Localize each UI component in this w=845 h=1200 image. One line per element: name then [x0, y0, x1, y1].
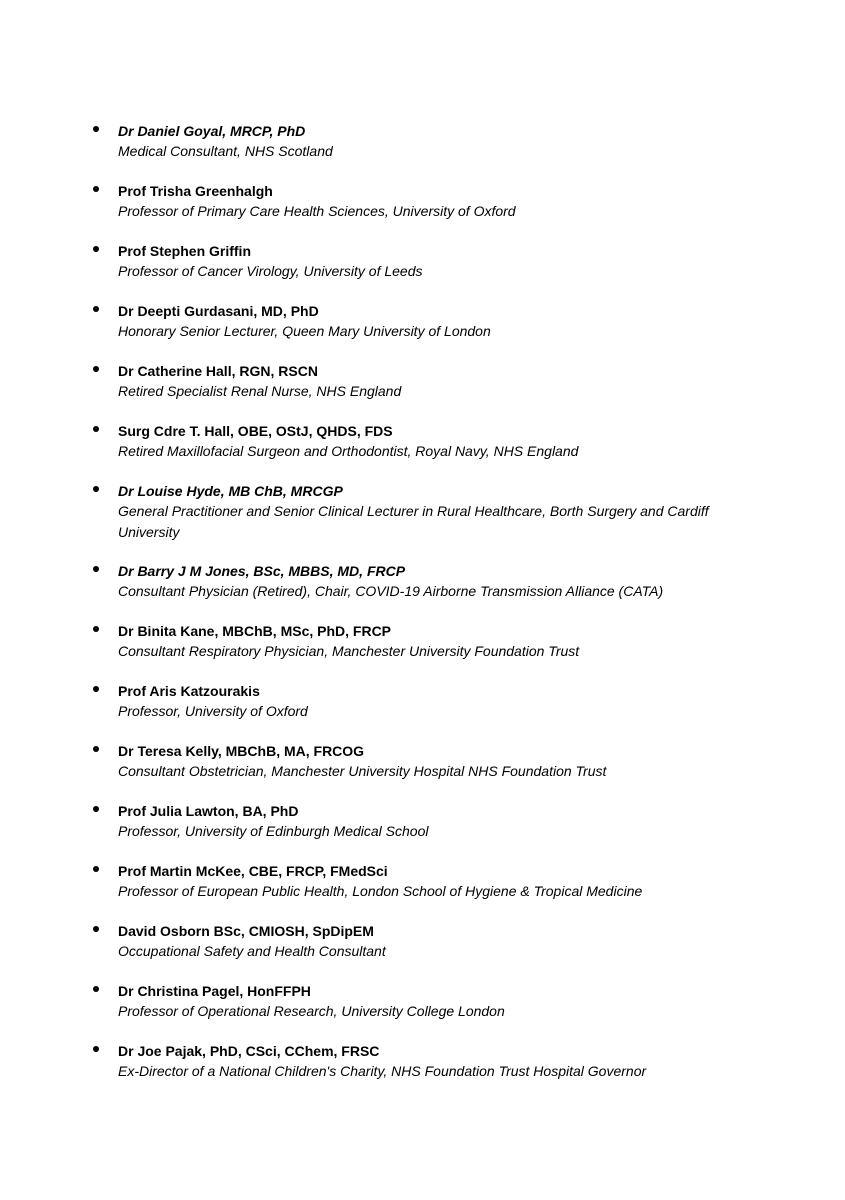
bullet-icon — [93, 986, 99, 992]
signatory-name: Surg Cdre T. Hall, OBE, OStJ, QHDS, FDS — [118, 423, 393, 439]
bullet-icon — [93, 626, 99, 632]
signatory-name: Prof Julia Lawton, BA, PhD — [118, 803, 299, 819]
signatory-item — [0, 921, 845, 981]
signatory-role: Professor, University of Oxford — [118, 703, 308, 719]
signatory-name: Dr Louise Hyde, MB ChB, MRCGP — [118, 483, 343, 499]
signatory-item — [0, 301, 845, 361]
signatory-item — [0, 861, 845, 921]
bullet-icon — [93, 126, 99, 132]
bullet-icon — [93, 306, 99, 312]
signatory-item — [0, 421, 845, 481]
signatory-item — [0, 481, 845, 561]
signatory-role: Consultant Physician (Retired), Chair, COVID-19 Airborne Transmission Alliance (CATA) — [118, 583, 664, 599]
signatory-item — [0, 121, 845, 181]
bullet-icon — [93, 246, 99, 252]
signatory-name: Prof Trisha Greenhalgh — [118, 183, 273, 199]
bullet-icon — [93, 1046, 99, 1052]
signatory-item — [0, 681, 845, 741]
signatory-role: Consultant Obstetrician, Manchester University Hospital NHS Foundation Trust — [118, 763, 607, 779]
signatory-role: Medical Consultant, NHS Scotland — [118, 143, 333, 159]
signatory-item — [0, 361, 845, 421]
bullet-icon — [93, 806, 99, 812]
signatory-role: Occupational Safety and Health Consultant — [118, 943, 386, 959]
signatory-name: Prof Martin McKee, CBE, FRCP, FMedSci — [118, 863, 388, 879]
signatory-item — [0, 241, 845, 301]
signatory-role: Ex-Director of a National Children's Charity, NHS Foundation Trust Hospital Governor — [118, 1063, 647, 1079]
bullet-icon — [93, 566, 99, 572]
signatory-name: Dr Joe Pajak, PhD, CSci, CChem, FRSC — [118, 1043, 380, 1059]
signatory-item — [0, 741, 845, 801]
signatory-name: Prof Aris Katzourakis — [118, 683, 260, 699]
signatory-name: Dr Daniel Goyal, MRCP, PhD — [118, 123, 306, 139]
signatory-item — [0, 801, 845, 861]
signatory-name: Dr Barry J M Jones, BSc, MBBS, MD, FRCP — [118, 563, 406, 579]
signatory-role: Retired Maxillofacial Surgeon and Orthodontist, Royal Navy, NHS England — [118, 443, 579, 459]
signatory-item — [0, 981, 845, 1041]
signatory-name: Dr Teresa Kelly, MBChB, MA, FRCOG — [118, 743, 365, 759]
signatory-name: Dr Deepti Gurdasani, MD, PhD — [118, 303, 319, 319]
bullet-icon — [93, 486, 99, 492]
bullet-icon — [93, 366, 99, 372]
signatory-role: Professor of Cancer Virology, University of Leeds — [118, 263, 423, 279]
bullet-icon — [93, 186, 99, 192]
bullet-icon — [93, 746, 99, 752]
signatory-name: Dr Catherine Hall, RGN, RSCN — [118, 363, 318, 379]
bullet-icon — [93, 926, 99, 932]
signatory-name: Dr Binita Kane, MBChB, MSc, PhD, FRCP — [118, 623, 392, 639]
signatory-role: Professor of European Public Health, London School of Hygiene & Tropical Medicine — [118, 883, 643, 899]
signatory-name: Dr Christina Pagel, HonFFPH — [118, 983, 311, 999]
bullet-icon — [93, 426, 99, 432]
signatory-item — [0, 1041, 845, 1101]
signatory-item — [0, 621, 845, 681]
bullet-icon — [93, 686, 99, 692]
signatory-item — [0, 181, 845, 241]
signatory-item — [0, 561, 845, 621]
signatory-role: Professor of Primary Care Health Sciences, University of Oxford — [118, 203, 516, 219]
bullet-icon — [93, 866, 99, 872]
signatory-role: Professor, University of Edinburgh Medical School — [118, 823, 429, 839]
signatory-role: Consultant Respiratory Physician, Manchester University Foundation Trust — [118, 643, 580, 659]
signatory-role: Professor of Operational Research, University College London — [118, 1003, 505, 1019]
signatory-role: General Practitioner and Senior Clinical Lecturer in Rural Healthcare, Borth Surgery and Cardiff University — [118, 503, 709, 540]
signatory-role: Honorary Senior Lecturer, Queen Mary University of London — [118, 323, 491, 339]
signatory-name: Prof Stephen Griffin — [118, 243, 251, 259]
signatory-role: Retired Specialist Renal Nurse, NHS England — [118, 383, 402, 399]
signatory-list — [0, 121, 845, 1101]
signatory-name: David Osborn BSc, CMIOSH, SpDipEM — [118, 923, 374, 939]
